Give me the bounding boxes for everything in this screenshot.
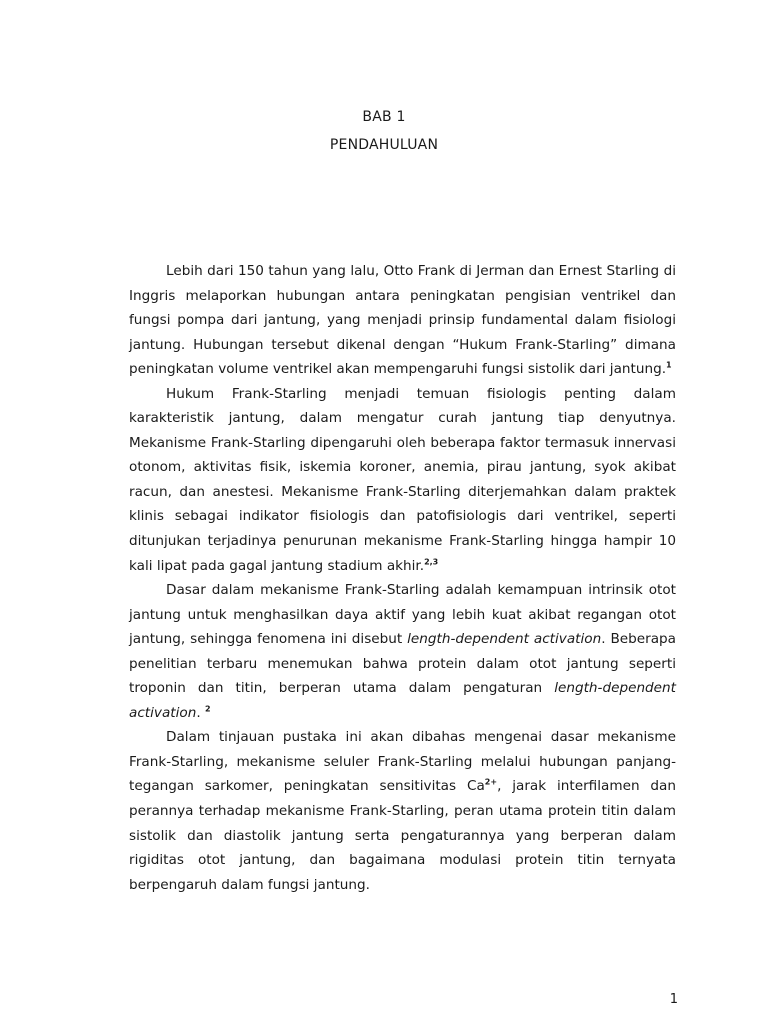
paragraph-3-text-c: . (196, 704, 205, 721)
paragraph-4-text-b: , jarak interfilamen dan perannya terhadap mekanisme Frank-Starling, peran utama protein titin dalam sistolik dan diastolik jantung serta pengaturannya yang berperan dalam rigiditas otot jantung, dan bagaimana modulasi protein titin ternyata berpengaruh dalam fungsi jantung. (129, 778, 676, 893)
paragraph-1-text: Lebih dari 150 tahun yang lalu, Otto Frank di Jerman dan Ernest Starling di Inggris melaporkan hubungan antara peningkatan pengisian ventrikel dan fungsi pompa dari jantung, yang menjadi prinsip fundamental dalam fisiologi jantung. Hubungan tersebut dikenal dengan “Hukum Frank-Starling” dimana peningkatan volume ventrikel akan mempengaruhi fungsi sistolik dari jantung. (129, 263, 676, 378)
paragraph-3-text-b: . Beberapa penelitian terbaru menemukan bahwa protein dalam otot jantung seperti troponin dan titin, berperan utama dalam pengaturan (129, 631, 676, 697)
paragraph-4-text-a: Dalam tinjauan pustaka ini akan dibahas mengenai dasar mekanisme Frank-Starling, mekanisme seluler Frank-Starling melalui hubungan panjang-tegangan sarkomer, peningkatan sensitivitas Ca (129, 729, 676, 795)
paragraph-3-text-a: Dasar dalam mekanisme Frank-Starling adalah kemampuan intrinsik otot jantung untuk menghasilkan daya aktif yang lebih kuat akibat regangan otot jantung, sehingga fenomena ini disebut (129, 582, 676, 648)
paragraph-3 (129, 578, 676, 725)
chapter-label: BAB 1 (362, 109, 406, 125)
ion-charge-superscript: 2+ (484, 777, 498, 787)
italic-term: length-dependent activation (129, 680, 676, 721)
chapter-title: PENDAHULUAN (329, 137, 439, 153)
paragraph-2 (129, 382, 676, 578)
reference-superscript: 2,3 (424, 557, 439, 567)
italic-term: length-dependent activation (407, 631, 602, 648)
paragraph-1 (129, 259, 676, 382)
reference-superscript: 2 (204, 704, 211, 714)
paragraph-2-text: Hukum Frank-Starling menjadi temuan fisiologis penting dalam karakteristik jantung, dalam mengatur curah jantung tiap denyutnya. Mekanisme Frank-Starling dipengaruhi oleh beberapa faktor termasuk innervasi otonom, aktivitas fisik, iskemia koroner, anemia, pirau jantung, syok akibat racun, dan anestesi. Mekanisme Frank-Starling diterjemahkan dalam praktek klinis sebagai indikator fisiologis dan patofisiologis dari ventrikel, seperti ditunjukan terjadinya penurunan mekanisme Frank-Starling hingga hampir 10 kali lipat pada gagal jantung stadium akhir. (129, 385, 676, 574)
page-number: 1 (669, 992, 678, 1007)
paragraph-4 (129, 725, 676, 897)
reference-superscript: 1 (666, 360, 672, 370)
body-text (129, 259, 676, 897)
